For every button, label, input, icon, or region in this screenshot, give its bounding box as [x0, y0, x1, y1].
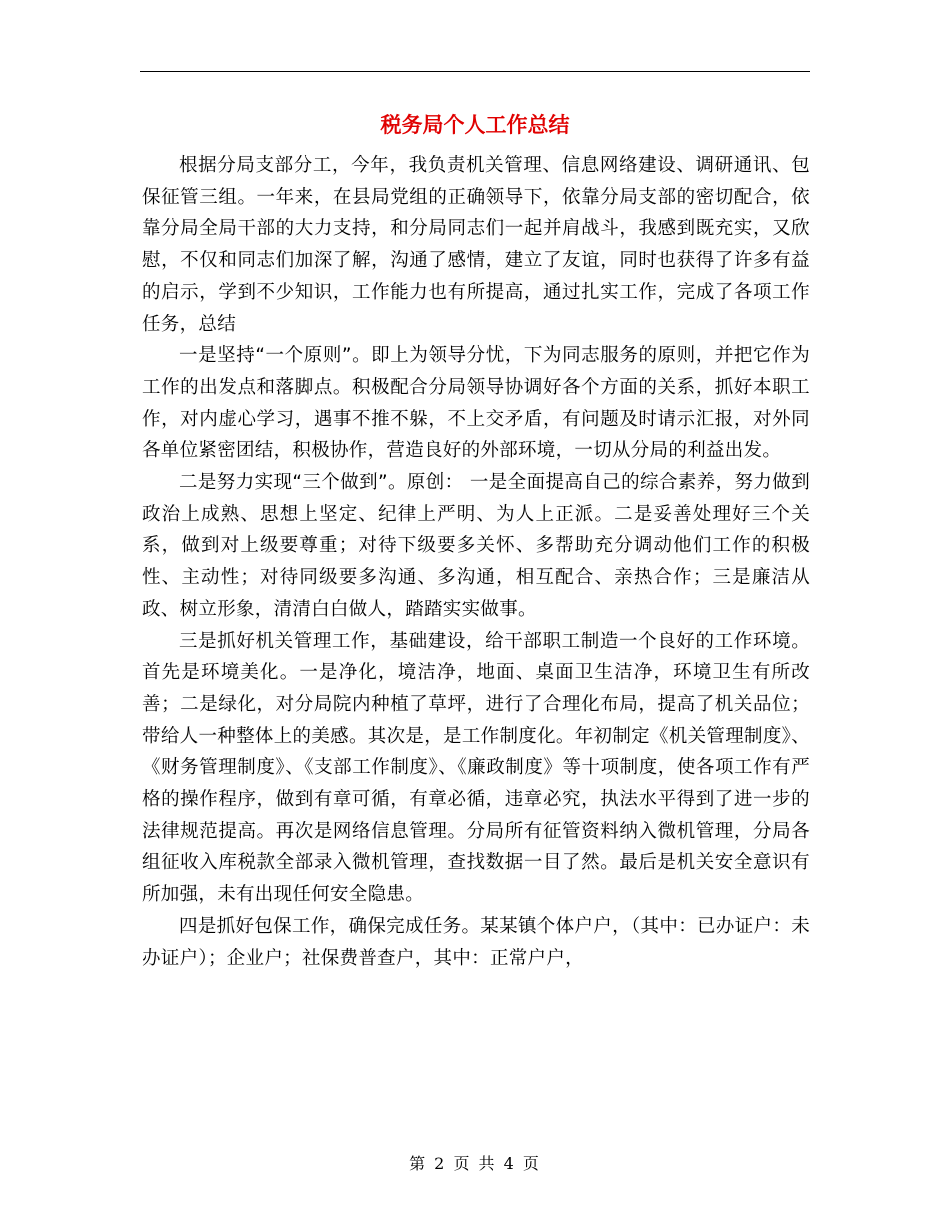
- paragraph-office-management: 三是抓好机关管理工作，基础建设，给干部职工制造一个良好的工作环境。首先是环境美化。一是净化，境洁净，地面、桌面卫生洁净，环境卫生有所改善；二是绿化，对分局院内种植了草坪，进行了合理化布局，提高了机关品位；带给人一种整体上的美感。其次是，是工作制度化。年初制定《机关管理制度》、《财务管理制度》、《支部工作制度》、《廉政制度》等十项制度，使各项工作有严格的操作程序，做到有章可循，有章必循，违章必究，执法水平得到了进一步的法律规范提高。再次是网络信息管理。分局所有征管资料纳入微机管理，分局各组征收入库税款全部录入微机管理，查找数据一目了然。最后是机关安全意识有所加强，未有出现任何安全隐患。: [142, 630, 810, 906]
- page-number-footer: 第 2 页 共 4 页: [409, 1154, 541, 1173]
- header-rule: [140, 71, 810, 72]
- paragraph-one-principle: 一是坚持“一个原则”。即上为领导分忧，下为同志服务的原则，并把它作为工作的出发点和落脚点。积极配合分局领导协调好各个方面的关系，抓好本职工作，对内虚心学习，遇事不推不躲，不上交矛盾，有问题及时请示汇报，对外同各单位紧密团结，积极协作，营造良好的外部环境，一切从分局的利益出发。: [142, 345, 810, 462]
- document-title: 税务局个人工作总结: [380, 113, 570, 137]
- paragraph-three-achievements: 二是努力实现“三个做到”。原创： 一是全面提高自己的综合素养，努力做到政治上成熟、思想上坚定、纪律上严明、为人上正派。二是妥善处理好三个关系，做到对上级要尊重；对待下级要多关怀、多帮助充分调动他们工作的积极性、主动性；对待同级要多沟通、多沟通，相互配合、亲热合作；三是廉洁从政、树立形象，清清白白做人，踏踏实实做事。: [142, 472, 810, 620]
- paragraph-intro: 根据分局支部分工，今年，我负责机关管理、信息网络建设、调研通讯、包保征管三组。一年来，在县局党组的正确领导下，依靠分局支部的密切配合，依靠分局全局干部的大力支持，和分局同志们一起并肩战斗，我感到既充实，又欣慰，不仅和同志们加深了解，沟通了感情，建立了友谊，同时也获得了许多有益的启示，学到不少知识，工作能力也有所提高，通过扎实工作，完成了各项工作任务，总结: [142, 155, 810, 335]
- document-body: [142, 150, 810, 974]
- paragraph-responsibility-work: 四是抓好包保工作，确保完成任务。某某镇个体户户，（其中：已办证户：未办证户）；企业户；社保费普查户，其中：正常户户，: [142, 915, 810, 969]
